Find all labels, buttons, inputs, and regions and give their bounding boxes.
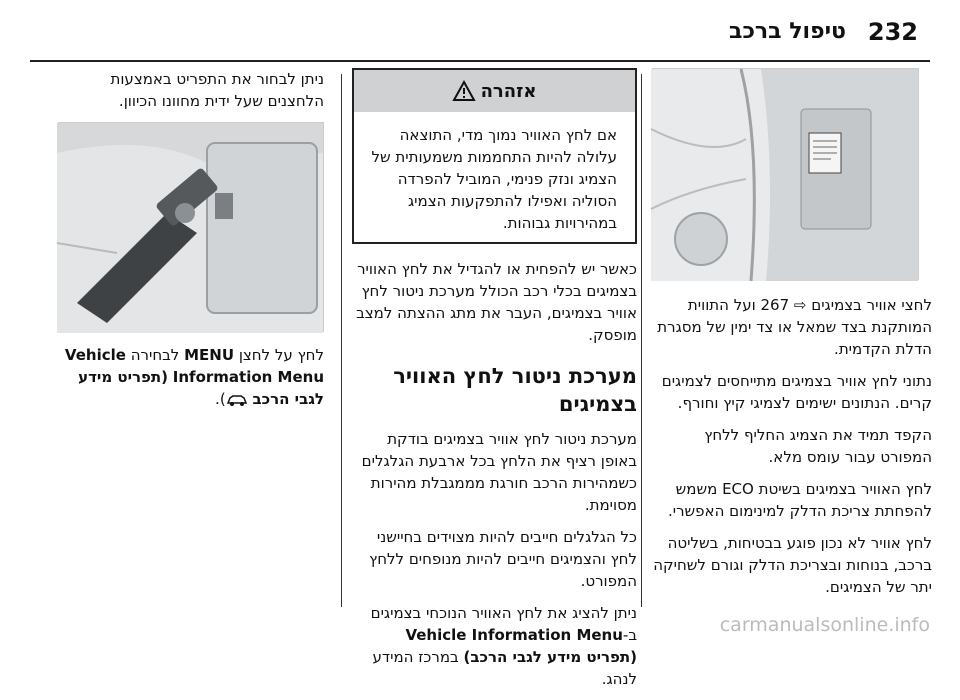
column-divider (641, 74, 642, 607)
paragraph-pressure-reference: לחצי אוויר בצמיגים ⇨ 267 ועל התווית המותקנת בצד שמאל או צד ימין של מסגרת הדלת הקדמית. (657, 296, 932, 358)
page-header (0, 0, 960, 66)
paragraph-ignition-off: כאשר יש להפחית או להגדיל את לחץ האוויר בצמיגים בכלי רכב הכולל מערכת ניטור לחץ אוויר בצמיגים, העבר את מתג ההצתה למצב מופסק. (356, 260, 637, 344)
left-column (58, 68, 324, 420)
middle-column (352, 68, 637, 700)
warning-text: אם לחץ האוויר נמוך מדי, התוצאה עלולה להיות התחממות משמעותית של הצמיג ונזק פנימי, המוביל להפרדה הסוליה ואפילו להתפקעות הצמיג במהירויות גבוהות. (371, 126, 617, 232)
warning-triangle-icon (453, 81, 475, 101)
warning-title: אזהרה (480, 80, 537, 102)
column-divider (341, 74, 342, 607)
vehicle-info-menu-term: Vehicle Information Menu (תפריט מידע לגבי הרכב) (405, 626, 637, 666)
paragraph-display-pressure: ניתן להציג את לחץ האוויר הנוכחי בצמיגים ב-Vehicle Information Menu (תפריט מידע לגבי הרכב) במרכז המידע לנהג. (370, 604, 637, 688)
paragraph-cold-tires: נתוני לחץ אוויר בצמיגים מתייחסים לצמיגים קרים. הנתונים ישימים לצמיגי קיץ וחורף. (661, 372, 932, 412)
header-rule (30, 60, 930, 62)
turn-signal-lever-illustration (57, 123, 323, 333)
section-heading-tpms: מערכת ניטור לחץ האוויר בצמיגים (393, 364, 637, 416)
menu-button-term: MENU (184, 346, 235, 364)
paragraph-sensors: כל הגלגלים חייבים להיות מצוידים בחיישני לחץ והצמיגים חייבים להיות מנופחים ללחץ המפורט. (369, 528, 637, 590)
warning-header (354, 70, 635, 112)
watermark: carmanualsonline.info (719, 614, 930, 636)
section-title: טיפול ברכב (729, 19, 846, 44)
turn-signal-lever-photo (58, 122, 324, 332)
paragraph-tpms-check: מערכת ניטור לחץ אוויר בצמיגים בודקת באופן רציף את הלחץ בכל ארבעת הגלגלים כשמהירות הרכב חורגת מממגבלת מהירות מסוימת. (361, 430, 637, 514)
door-frame-label-photo (652, 68, 919, 280)
page-number: 232 (867, 18, 918, 46)
right-column (652, 68, 932, 608)
car-icon (226, 393, 248, 407)
vehicle-term: Vehicle (64, 346, 126, 364)
paragraph-eco-pressure: לחץ האוויר בצמיגים בשיטת ECO משמש להפחתת צריכת הדלק למינימום האפשרי. (667, 480, 932, 520)
information-menu-term: Information Menu (172, 368, 324, 386)
paragraph-spare-tire: הקפד תמיד את הצמיג החליף ללחץ המפורט עבור עומס מלא. (704, 426, 932, 466)
paragraph-menu-intro: ניתן לבחור את התפריט באמצעות הלחצנים שעל ידית מחוונו הכיוון. (110, 70, 324, 110)
warning-box (352, 68, 637, 244)
paragraph-menu-caption: לחץ על לחצן MENU לבחירה Vehicle Information Menu (תפריט מידע לגבי הרכב ). (64, 346, 324, 408)
paragraph-wrong-pressure: לחץ אוויר לא נכון פוגע בבטיחות, בשליטה ברכב, בנוחות ובצריכת הדלק וגורם לשחיקה יתר של הצמיגים. (653, 534, 932, 596)
door-frame-illustration (651, 69, 918, 281)
